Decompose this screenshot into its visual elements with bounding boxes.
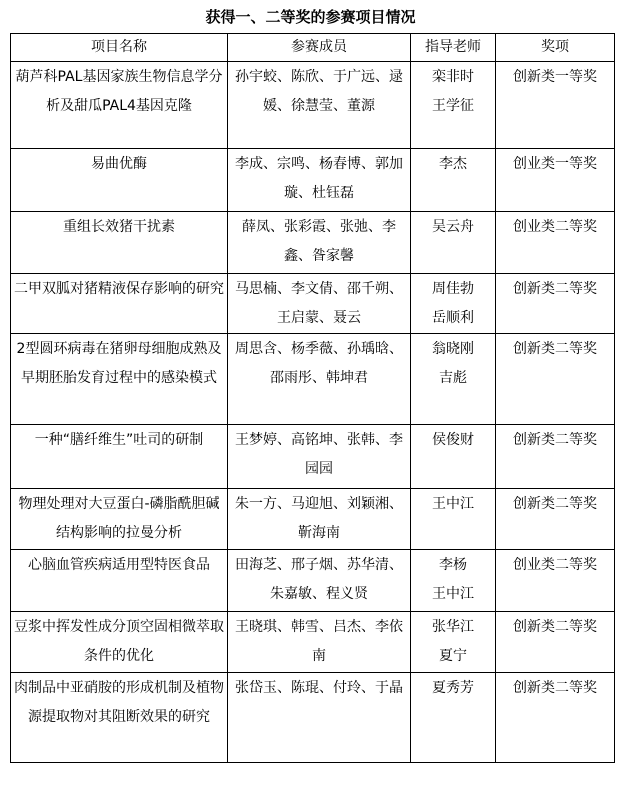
table-row [11,149,615,212]
advisor-cell: 李杰 [411,149,496,212]
project-name-cell: 心脑血管疾病适用型特医食品 [11,550,228,612]
members-cell: 周思含、杨季薇、孙瑀晗、邵雨彤、韩坤君 [228,334,411,425]
advisor-cell: 王中江 [411,489,496,550]
members-cell: 薛凤、张彩霞、张弛、李鑫、昝家馨 [228,212,411,274]
advisor-name: 周佳勃 岳顺利 [432,281,474,326]
project-name-cell: 二甲双胍对猪精液保存影响的研究 [11,274,228,334]
table-row [11,425,615,489]
award-cell: 创新类二等奖 [496,334,615,425]
project-name-cell: 易曲优酶 [11,149,228,212]
project-name-cell: 一种“膳纤维生”吐司的研制 [11,425,228,489]
page-title: 获得一、二等奖的参赛项目情况 [205,8,416,26]
table-row [11,212,615,274]
project-name-cell: 葫芦科PAL基因家族生物信息学分析及甜瓜PAL4基因克隆 [11,62,228,149]
table-row [11,550,615,612]
table-row [11,274,615,334]
award-cell: 创业类一等奖 [496,149,615,212]
award-cell: 创业类二等奖 [496,550,615,612]
award-cell: 创新类二等奖 [496,425,615,489]
table-row [11,612,615,673]
award-cell: 创业类二等奖 [496,212,615,274]
header-row [11,34,615,62]
advisor-cell: 侯俊财 [411,425,496,489]
project-name-cell: 物理处理对大豆蛋白-磷脂酰胆碱结构影响的拉曼分析 [11,489,228,550]
awards-table [10,33,615,763]
advisor-name: 李杨 王中江 [432,557,474,602]
header-project-name: 项目名称 [11,34,228,62]
table-row [11,334,615,425]
advisor-cell: 夏秀芳 [411,673,496,763]
members-cell: 王梦婷、高铭坤、张韩、李园园 [228,425,411,489]
project-name-cell: 重组长效猪干扰素 [11,212,228,274]
header-advisor: 指导老师 [411,34,496,62]
advisor-name: 翁晓刚 吉彪 [432,341,474,386]
members-cell: 王晓琪、韩雪、吕杰、李依南 [228,612,411,673]
members-cell: 李成、宗鸣、杨春博、郭加璇、杜钰磊 [228,149,411,212]
project-name-cell: 豆浆中挥发性成分顶空固相微萃取条件的优化 [11,612,228,673]
advisor-cell [411,274,496,334]
members-cell: 朱一方、马迎旭、刘颖湘、靳海南 [228,489,411,550]
advisor-cell [411,334,496,425]
table-row [11,62,615,149]
advisor-name: 栾非时 王学征 [432,69,474,114]
members-cell: 张岱玉、陈琨、付玲、于晶 [228,673,411,763]
table-row [11,673,615,763]
table-row [11,489,615,550]
advisor-name: 张华江 夏宁 [432,619,474,664]
header-members: 参赛成员 [228,34,411,62]
award-cell: 创新类二等奖 [496,274,615,334]
project-name-cell: 肉制品中亚硝胺的形成机制及植物源提取物对其阻断效果的研究 [11,673,228,763]
award-cell: 创新类二等奖 [496,489,615,550]
members-cell: 孙宇蛟、陈欣、于广远、逯媛、徐慧莹、董源 [228,62,411,149]
advisor-cell [411,550,496,612]
award-cell: 创新类二等奖 [496,612,615,673]
advisor-cell [411,62,496,149]
advisor-cell [411,612,496,673]
header-award: 奖项 [496,34,615,62]
award-cell: 创新类一等奖 [496,62,615,149]
members-cell: 马思楠、李文倩、邵千朔、王启蒙、聂云 [228,274,411,334]
members-cell: 田海芝、邢子烟、苏华清、朱嘉敏、程义贤 [228,550,411,612]
advisor-cell: 吴云舟 [411,212,496,274]
award-cell: 创新类二等奖 [496,673,615,763]
project-name-cell: 2型圆环病毒在猪卵母细胞成熟及早期胚胎发育过程中的感染模式 [11,334,228,425]
